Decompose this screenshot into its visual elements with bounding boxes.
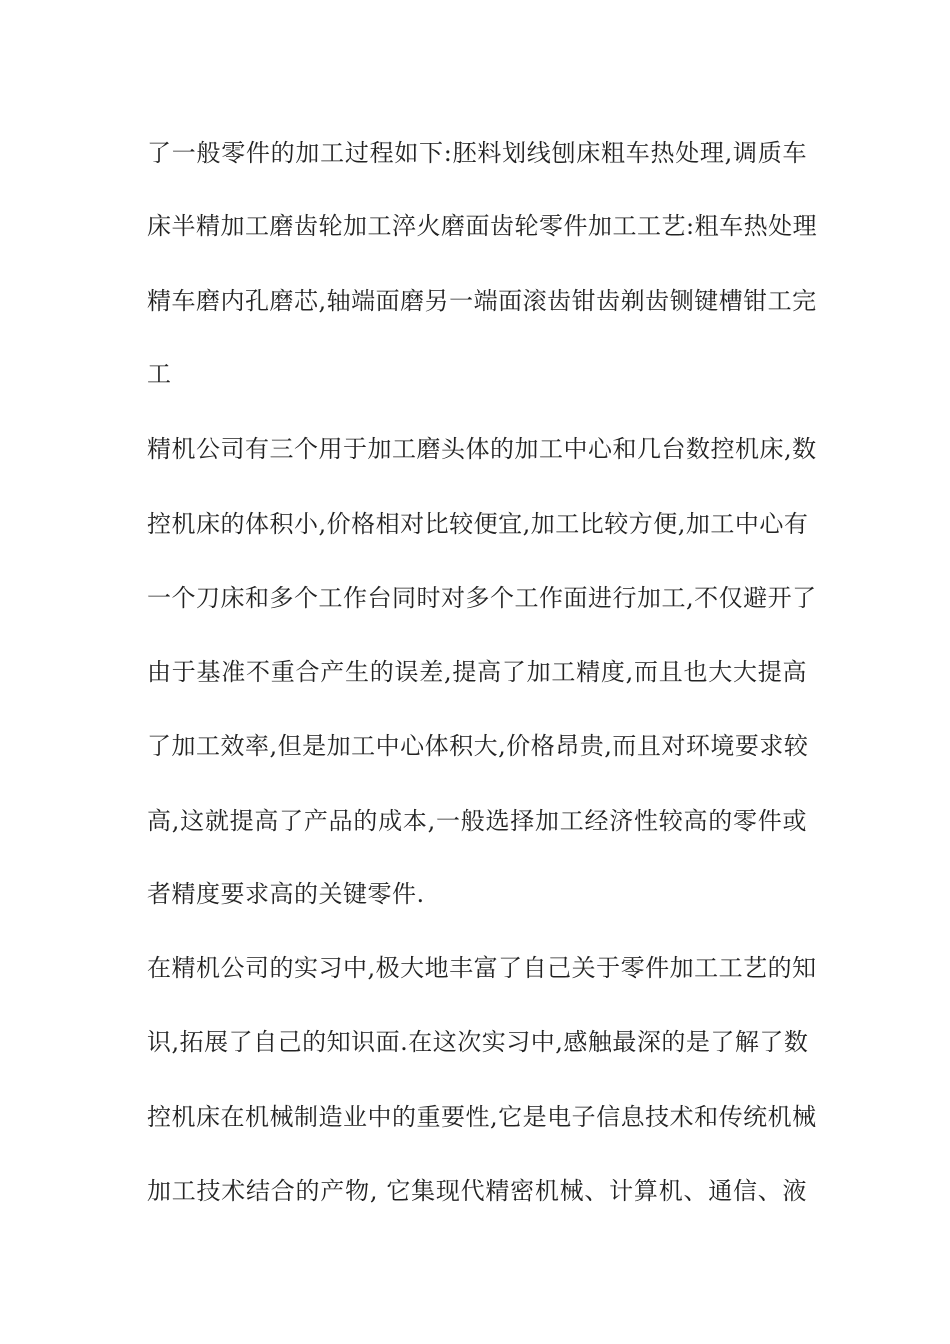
text-line: 者精度要求高的关键零件. <box>147 880 425 908</box>
text-line: 由于基准不重合产生的误差,提高了加工精度,而且也大大提高 <box>147 658 807 686</box>
text-line: 一个刀床和多个工作台同时对多个工作面进行加工,不仅避开了 <box>147 584 817 612</box>
text-line: 高,这就提高了产品的成本,一般选择加工经济性较高的零件或 <box>147 807 807 835</box>
text-line: 加工技术结合的产物, 它集现代精密机械、计算机、通信、液 <box>147 1177 807 1205</box>
text-line: 控机床的体积小,价格相对比较便宜,加工比较方便,加工中心有 <box>147 510 809 538</box>
text-line: 床半精加工磨齿轮加工淬火磨面齿轮零件加工工艺:粗车热处理 <box>147 212 818 240</box>
text-line: 了一般零件的加工过程如下:胚料划线刨床粗车热处理,调质车 <box>147 139 807 167</box>
text-line: 精车磨内孔磨芯,轴端面磨另一端面滚齿钳齿剃齿铡键槽钳工完 <box>147 287 817 315</box>
text-line: 控机床在机械制造业中的重要性,它是电子信息技术和传统机械 <box>147 1103 817 1131</box>
text-line: 在精机公司的实习中,极大地丰富了自己关于零件加工工艺的知 <box>147 954 817 982</box>
text-line: 识,拓展了自己的知识面.在这次实习中,感触最深的是了解了数 <box>147 1028 809 1056</box>
text-line: 精机公司有三个用于加工磨头体的加工中心和几台数控机床,数 <box>147 435 817 463</box>
text-line: 工 <box>147 360 172 388</box>
text-line: 了加工效率,但是加工中心体积大,价格昂贵,而且对环境要求较 <box>147 732 809 760</box>
